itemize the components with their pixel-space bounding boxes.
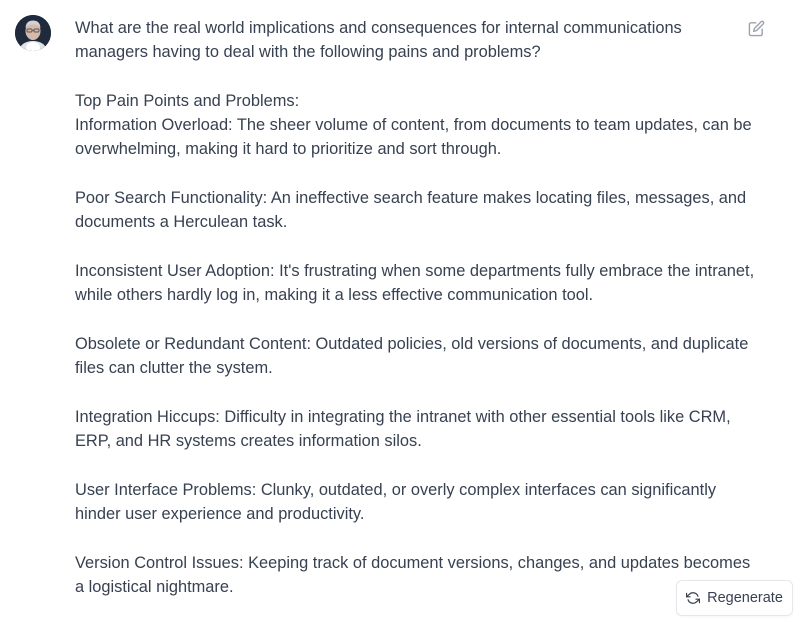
- edit-icon: [748, 20, 765, 37]
- refresh-icon: [686, 591, 700, 605]
- message-paragraph: Version Control Issues: Keeping track of document versions, changes, and updates becomes a logistical nightmare.: [75, 553, 751, 596]
- message-paragraph: Poor Search Functionality: An ineffective search feature makes locating files, messages, and documents a Herculean task.: [75, 189, 747, 232]
- message-paragraph: Integration Hiccups: Difficulty in integrating the intranet with other essential tools like CRM, ERP, and HR systems creates information silos.: [75, 407, 731, 451]
- message-paragraph: Inconsistent User Adoption: It's frustrating when some departments fully embrace the intranet, while others hardly log in, making it a less effective communication tool.: [75, 261, 755, 305]
- user-avatar: [15, 15, 51, 51]
- message-paragraph: User Interface Problems: Clunky, outdated, or overly complex interfaces can significantly hinder user experience and productivity.: [75, 480, 717, 523]
- message-paragraph: What are the real world implications and consequences for internal communications managers having to deal with the following pains and problems?: [75, 19, 682, 62]
- regenerate-label: Regenerate: [707, 590, 783, 606]
- regenerate-button[interactable]: [676, 580, 793, 616]
- message-paragraph: Obsolete or Redundant Content: Outdated policies, old versions of documents, and duplicate files can clutter the system.: [75, 334, 749, 378]
- edit-message-button[interactable]: [745, 17, 767, 39]
- message-paragraph: Top Pain Points and Problems: Information Overload: The sheer volume of content, from documents to team updates, can be overwhelming, making it hard to prioritize and sort through.: [75, 91, 752, 159]
- user-message-text: [75, 16, 755, 599]
